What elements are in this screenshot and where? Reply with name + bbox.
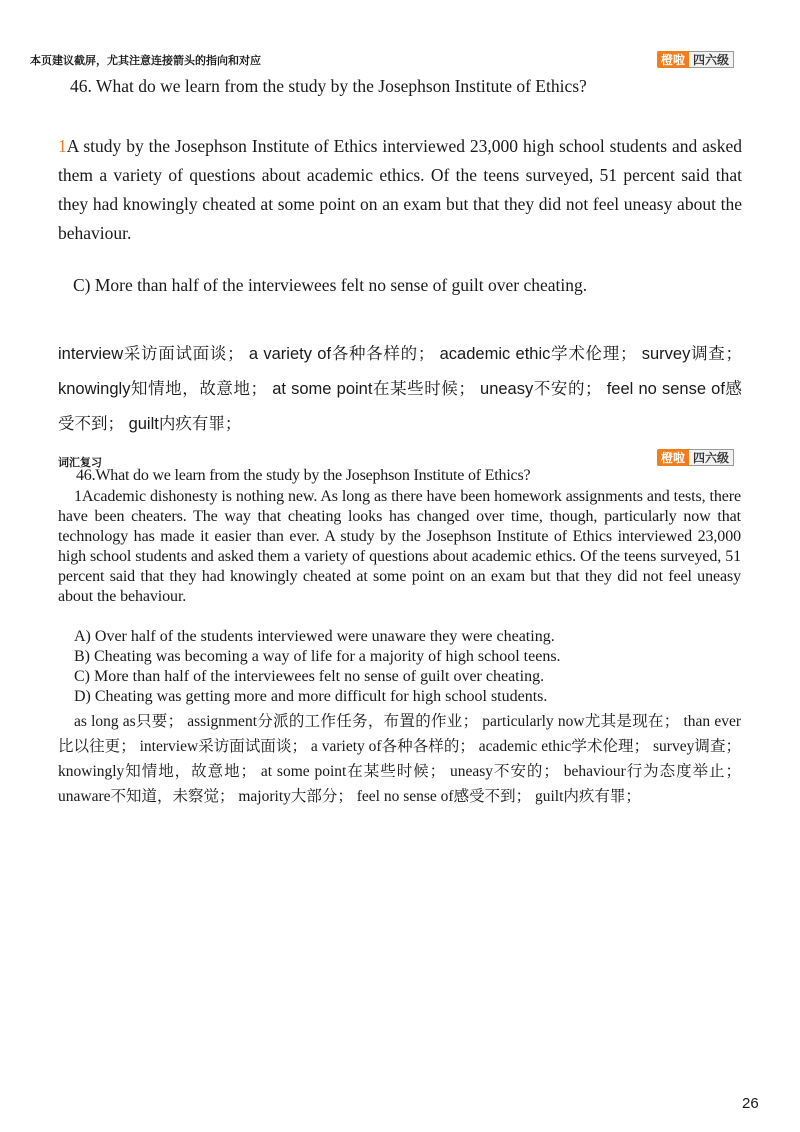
brand-grade-text: 四六级 bbox=[689, 51, 734, 68]
section-label: 词汇复习 bbox=[58, 457, 102, 469]
answer-options bbox=[74, 627, 561, 707]
option-c: C) More than half of the interviewees felt no sense of guilt over cheating. bbox=[74, 668, 545, 685]
paragraph-text: A study by the Josephson Institute of Ethics interviewed 23,000 high school students and asked them a variety of questions about academic ethics. Of the teens surveyed, 51 percent said that they had knowingly cheated at some point on an exam but that they did not feel uneasy about the behaviour. bbox=[58, 136, 742, 243]
brand-logo-bottom bbox=[657, 449, 734, 466]
brand-logo-text: 橙啦 bbox=[657, 449, 689, 466]
header-note: 本页建议截屏，尤其注意连接箭头的指向和对应 bbox=[30, 55, 261, 67]
passage-paragraph bbox=[58, 132, 742, 248]
review-vocabulary-text: as long as只要； assignment分派的工作任务，布置的作业； particularly now尤其是现在； than ever比以往更； interview采访面试面谈； a variety of各种各样的； academic ethic学术伦理； survey调查； knowingly知情地，故意地； at some point在某些时候； uneasy不安的； behaviour行为态度举止； unaware不知道，未察觉； majority大部分； feel no sense of感受不到； guilt内疚有罪； bbox=[58, 713, 741, 805]
review-passage-text: 1Academic dishonesty is nothing new. As long as there have been homework assignments and tests, there have been cheaters. The way that cheating looks has changed over time, though, particularly now that technology has made it easier than ever. A study by the Josephson Institute of Ethics interviewed 23,000 high school students and asked them a variety of questions about academic ethics. Of the teens surveyed, 51 percent said that they had knowingly cheated at some point on an exam but that they did not feel uneasy about the behaviour. bbox=[58, 488, 741, 605]
option-b: B) Cheating was becoming a way of life for a majority of high school teens. bbox=[74, 648, 561, 665]
brand-logo-text: 橙啦 bbox=[657, 51, 689, 68]
vocabulary-list: interview采访面试面谈； a variety of各种各样的； academic ethic学术伦理； survey调查； knowingly知情地，故意地； at some point在某些时候； uneasy不安的； feel no sense of感受不到； guilt内疚有罪； bbox=[58, 345, 742, 433]
review-vocabulary-list bbox=[58, 709, 741, 809]
option-a: A) Over half of the students interviewed were unaware they were cheating. bbox=[74, 628, 555, 645]
review-passage bbox=[58, 487, 741, 607]
brand-grade-text: 四六级 bbox=[689, 449, 734, 466]
paragraph-number: 1 bbox=[58, 136, 67, 156]
page-number: 26 bbox=[742, 1095, 759, 1112]
option-d: D) Cheating was getting more and more difficult for high school students. bbox=[74, 688, 548, 705]
question-title: 46. What do we learn from the study by the Josephson Institute of Ethics? bbox=[70, 76, 587, 96]
brand-logo-top bbox=[657, 51, 734, 68]
review-question-title: 46.What do we learn from the study by the Josephson Institute of Ethics? bbox=[76, 467, 531, 484]
correct-answer: C) More than half of the interviewees felt no sense of guilt over cheating. bbox=[73, 275, 588, 295]
